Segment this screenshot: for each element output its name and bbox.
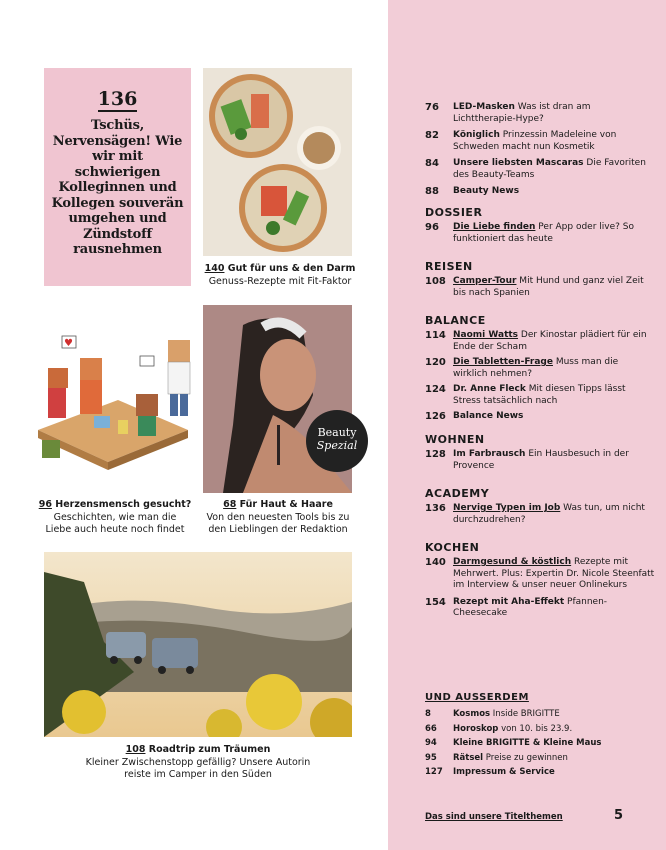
toc-page: 66 [425, 723, 437, 734]
toc-title: Dr. Anne Fleck [453, 384, 526, 394]
toc-page: 114 [425, 330, 446, 341]
toc-title: Die Tabletten-Frage [453, 357, 553, 367]
toc-page: 126 [425, 411, 446, 422]
toc-page: 95 [425, 752, 437, 763]
caption-haut-page: 68 [223, 499, 237, 510]
caption-herz-title: Herzensmensch gesucht? [51, 499, 192, 510]
toc-item[interactable] [425, 186, 655, 198]
caption-herz-sub2: Liebe auch heute noch findet [45, 524, 185, 535]
toc-reisen [425, 260, 655, 299]
feature-headline: Tschüs, Nervensägen! Wie wir mit schwierigen Kolleginnen und Kollegen souverän umgehen und Zündstoff rausnehmen [51, 118, 184, 257]
toc-page: 136 [425, 503, 446, 514]
caption-herz-sub1: Geschichten, wie man die [53, 511, 177, 523]
toc-item[interactable] [425, 753, 655, 765]
toc-desc: Preise zu gewinnen [483, 752, 568, 763]
toc-desc: von 10. bis 23.9. [498, 723, 573, 734]
caption-haut-sub2: den Lieblingen der Redaktion [208, 524, 348, 535]
badge-line2: Spezial [316, 439, 358, 452]
toc-title: Die Liebe finden [453, 222, 536, 232]
svg-text:♥: ♥ [64, 338, 73, 349]
toc-item[interactable] [425, 130, 655, 153]
feature-box[interactable] [44, 68, 191, 286]
toc-desc: Was tun, um nicht durchzudrehen? [453, 503, 645, 525]
toc-page: 108 [425, 276, 446, 287]
caption-road-sub2: reiste im Camper in den Süden [124, 769, 272, 780]
toc-title: Balance News [453, 411, 524, 421]
toc-page: 84 [425, 158, 439, 169]
toc-title: Beauty News [453, 186, 520, 196]
toc-desc: Der Kinostar plädiert für ein Ende der Scham [453, 330, 647, 352]
toc-page: 128 [425, 449, 446, 460]
badge-line1: Beauty [317, 426, 357, 439]
page-number: 5 [614, 808, 624, 823]
caption-herz[interactable] [30, 499, 200, 537]
toc-page: 96 [425, 222, 439, 233]
toc-desc: Was ist dran am Lichttherapie-Hype? [453, 102, 591, 124]
toc-title: Impressum & Service [453, 767, 555, 777]
caption-gut[interactable] [200, 263, 360, 288]
toc-title: Kleine BRIGITTE & Kleine Maus [453, 738, 602, 748]
caption-road-title: Roadtrip zum Träumen [145, 744, 271, 755]
toc-page: 154 [425, 596, 446, 608]
pixel-illustration[interactable] [28, 330, 198, 480]
toc-item[interactable] [425, 330, 655, 353]
toc-item[interactable] [425, 357, 655, 380]
toc-item[interactable] [425, 557, 655, 592]
toc-title: Naomi Watts [453, 330, 519, 340]
caption-gut-page: 140 [204, 263, 225, 274]
toc-desc: Pfannen-Cheesecake [453, 596, 608, 618]
toc-page: 124 [425, 384, 446, 395]
section-heading-kochen: KOCHEN [425, 541, 480, 554]
bowls-photo[interactable] [203, 68, 352, 256]
caption-haut-sub1: Von den neuesten Tools bis zu [206, 511, 350, 523]
toc-page: 82 [425, 130, 439, 141]
toc-title: Rezept mit Aha-Effekt [453, 596, 565, 607]
toc-kochen [425, 541, 655, 620]
toc-item[interactable] [425, 724, 655, 736]
toc-beauty [425, 102, 655, 198]
toc-title: Horoskop [453, 723, 499, 734]
toc-item[interactable] [425, 503, 655, 526]
toc-balance [425, 314, 655, 423]
toc-item[interactable] [425, 709, 655, 721]
toc-page: 8 [425, 709, 431, 719]
toc-title: LED-Masken [453, 102, 515, 112]
toc-page: 94 [425, 738, 437, 748]
toc-page: 140 [425, 557, 446, 568]
toc-item[interactable] [425, 222, 655, 245]
toc-item[interactable] [425, 384, 655, 407]
toc-item[interactable] [425, 158, 655, 181]
bowls-illustration [203, 68, 352, 256]
toc-desc: Die Favoriten des Beauty-Teams [453, 158, 646, 180]
toc-desc: Inside BRIGITTE [490, 709, 560, 719]
toc-page: 120 [425, 357, 446, 368]
roadtrip-photo[interactable] [44, 552, 352, 737]
caption-haut[interactable] [196, 499, 360, 537]
toc-desc: Mit diesen Tipps lässt Stress tatsächlich nach [453, 384, 626, 406]
toc-desc: Rezepte mit Mehrwert. Plus: Expertin Dr. Nicole Steenfatt im Interview & unser neuer Onlinekurs [453, 557, 655, 590]
toc-dossier [425, 206, 655, 245]
caption-haut-title: Für Haut & Haare [236, 499, 333, 510]
toc-desc: Prinzessin Madeleine von Schweden macht nun Kosmetik [453, 130, 617, 152]
toc-title: Darmgesund & köstlich [453, 557, 572, 567]
toc-item[interactable] [425, 449, 655, 472]
toc-page: 127 [425, 767, 443, 777]
toc-item[interactable] [425, 102, 655, 125]
toc-title: Kosmos [453, 709, 491, 719]
toc-title: Rätsel [453, 752, 484, 763]
toc-item[interactable] [425, 738, 655, 750]
section-heading-dossier: DOSSIER [425, 206, 483, 219]
toc-desc: Mit Hund und ganz viel Zeit bis nach Spanien [453, 276, 644, 298]
isometric-scene [28, 330, 198, 480]
roadtrip-illustration [44, 552, 352, 737]
toc-page: 88 [425, 186, 439, 197]
feature-page-number: 136 [97, 88, 138, 110]
toc-item[interactable] [425, 597, 655, 620]
toc-wohnen [425, 433, 655, 472]
toc-ausserdem [425, 692, 655, 779]
caption-road[interactable] [44, 744, 352, 782]
caption-road-page: 108 [125, 744, 146, 755]
section-heading-ausserdem: UND AUSSERDEM [425, 692, 529, 703]
toc-desc: Ein Hausbesuch in der Provence [453, 449, 629, 471]
toc-title: Camper-Tour [453, 276, 517, 286]
toc-title: Nervige Typen im Job [453, 503, 561, 513]
toc-item[interactable] [425, 767, 655, 779]
toc-item[interactable] [425, 276, 655, 299]
toc-title: Unsere liebsten Mascaras [453, 158, 584, 168]
toc-title: Im Farbrausch [453, 449, 526, 459]
caption-gut-sub: Genuss-Rezepte mit Fit-Faktor [208, 275, 352, 287]
toc-academy [425, 487, 655, 526]
toc-page: 76 [425, 102, 439, 113]
section-heading-balance: BALANCE [425, 314, 486, 327]
caption-road-sub1: Kleiner Zwischenstopp gefällig? Unsere Autorin [85, 756, 311, 768]
toc-desc: Per App oder live? So funktioniert das heute [453, 222, 634, 244]
section-heading-reisen: REISEN [425, 260, 473, 273]
section-heading-wohnen: WOHNEN [425, 433, 485, 446]
toc-title: Königlich [453, 130, 500, 140]
caption-herz-page: 96 [38, 499, 52, 510]
toc-item[interactable] [425, 411, 655, 423]
titelthemen-label: Das sind unsere Titelthemen [425, 812, 563, 822]
beauty-spezial-badge [306, 410, 368, 472]
toc-desc: Muss man die wirklich nehmen? [453, 357, 619, 379]
section-heading-academy: ACADEMY [425, 487, 490, 500]
caption-gut-title: Gut für uns & den Darm [224, 263, 356, 274]
